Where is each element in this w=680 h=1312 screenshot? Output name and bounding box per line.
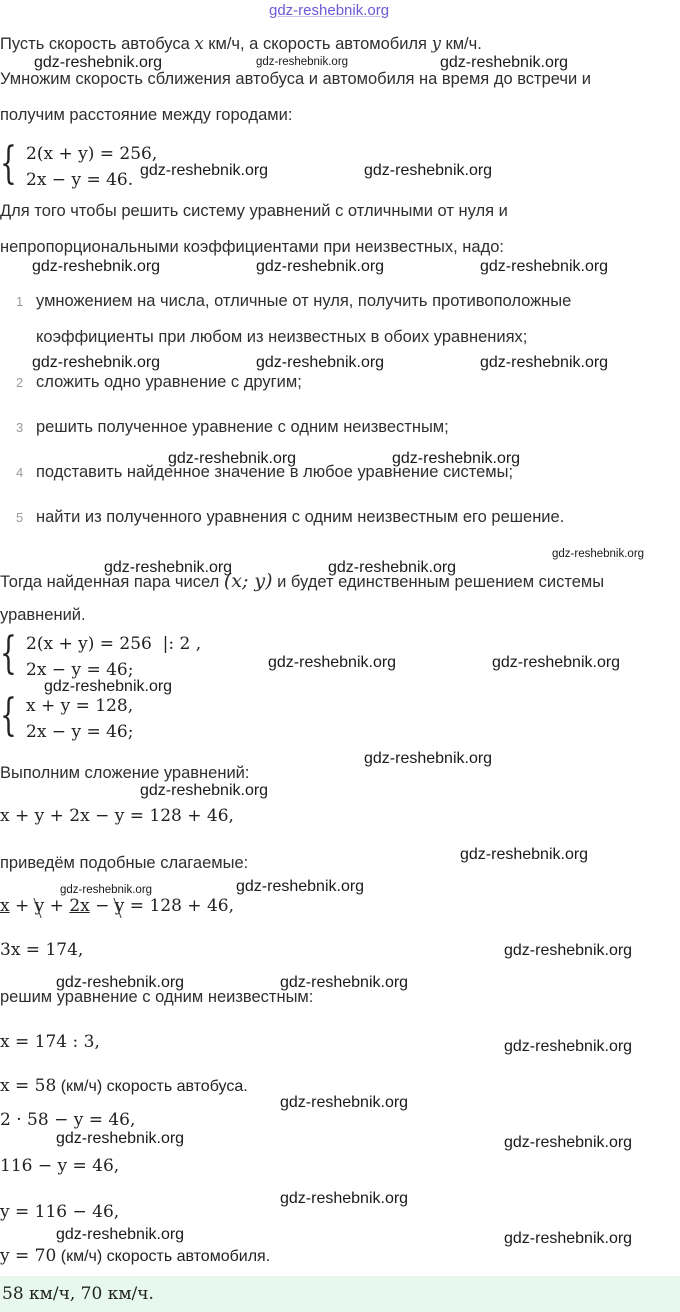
conclusion-line-2: уравнений. bbox=[0, 606, 86, 624]
watermark: gdz-reshebnik.org bbox=[504, 942, 633, 959]
watermark: gdz-reshebnik.org bbox=[504, 1038, 633, 1055]
watermark: gdz-reshebnik.org bbox=[140, 782, 269, 799]
watermark: gdz-reshebnik.org bbox=[256, 56, 349, 68]
watermark: gdz-reshebnik.org bbox=[460, 846, 589, 863]
watermark: gdz-reshebnik.org bbox=[280, 1094, 409, 1111]
watermark: gdz-reshebnik.org bbox=[280, 1190, 409, 1207]
operator: − bbox=[89, 896, 115, 916]
similar-text: приведём подобные слагаемые: bbox=[0, 854, 249, 872]
method-line-1: Для того чтобы решить систему уравнений с отличными от нуля и bbox=[0, 202, 508, 220]
watermark: gdz-reshebnik.org bbox=[256, 258, 385, 275]
step-1-line-2: коэффициенты при любом из неизвестных в обоих уравнениях; bbox=[36, 328, 528, 346]
site-header-link[interactable]: gdz-reshebnik.org bbox=[269, 2, 390, 19]
watermark: gdz-reshebnik.org bbox=[480, 354, 609, 371]
conclusion-line-1 bbox=[0, 570, 604, 592]
x-value: x = 58 bbox=[0, 1076, 57, 1096]
watermark: gdz-reshebnik.org bbox=[504, 1230, 633, 1247]
step-number: 3 bbox=[16, 420, 24, 435]
step-4: подставить найденное значение в любое уравнение системы; bbox=[36, 463, 514, 481]
watermark: gdz-reshebnik.org bbox=[104, 559, 233, 576]
sub-eq-2: 116 − y = 46, bbox=[0, 1156, 120, 1176]
term-x: x bbox=[0, 896, 10, 916]
var-x: x bbox=[194, 34, 204, 53]
watermark: gdz-reshebnik.org bbox=[56, 1226, 185, 1243]
watermark: gdz-reshebnik.org bbox=[168, 450, 297, 467]
y-unit-text: (км/ч) скорость автомобиля. bbox=[56, 1248, 271, 1265]
step-number: 1 bbox=[16, 294, 24, 309]
step-number: 2 bbox=[16, 375, 24, 390]
watermark: gdz-reshebnik.org bbox=[364, 162, 493, 179]
system1-eq2: 2x − y = 46. bbox=[26, 170, 134, 190]
watermark: gdz-reshebnik.org bbox=[480, 258, 609, 275]
solve-text: решим уравнение с одним неизвестным: bbox=[0, 988, 314, 1006]
watermark: gdz-reshebnik.org bbox=[364, 750, 493, 767]
system3-eq2: 2x − y = 46; bbox=[26, 722, 134, 742]
term-y-cancelled: y bbox=[114, 896, 125, 916]
watermark: gdz-reshebnik.org bbox=[32, 354, 161, 371]
watermark: gdz-reshebnik.org bbox=[34, 54, 163, 71]
watermark: gdz-reshebnik.org bbox=[32, 258, 161, 275]
eq-x-result bbox=[0, 1076, 248, 1096]
add-text: Выполним сложение уравнений: bbox=[0, 764, 250, 782]
answer-box: 58 км/ч, 70 км/ч. bbox=[0, 1276, 680, 1312]
sub-eq-1: 2 · 58 − y = 46, bbox=[0, 1110, 136, 1130]
term-2x: 2x bbox=[69, 896, 90, 916]
y-value: y = 70 bbox=[0, 1246, 57, 1266]
conclusion-text: Тогда найденная пара чисел bbox=[0, 573, 224, 591]
brace-icon: { bbox=[0, 138, 17, 189]
watermark: gdz-reshebnik.org bbox=[440, 54, 569, 71]
eq-y-result bbox=[0, 1246, 270, 1266]
watermark: gdz-reshebnik.org bbox=[492, 654, 621, 671]
var-y: y bbox=[431, 34, 441, 53]
intro-line-2: Умножим скорость сближения автобуса и автомобиля на время до встречи и bbox=[0, 70, 592, 88]
intro-line-3: получим расстояние между городами: bbox=[0, 106, 293, 124]
sub-eq-3: y = 116 − 46, bbox=[0, 1202, 120, 1222]
watermark: gdz-reshebnik.org bbox=[392, 450, 521, 467]
watermark: gdz-reshebnik.org bbox=[44, 678, 173, 695]
intro-line-1 bbox=[0, 34, 482, 54]
brace-icon: { bbox=[0, 628, 17, 679]
intro-text: км/ч, а скорость автомобиля bbox=[203, 35, 432, 53]
watermark: gdz-reshebnik.org bbox=[56, 1130, 185, 1147]
add-equation: x + y + 2x − y = 128 + 46, bbox=[0, 806, 234, 826]
operator: + bbox=[44, 896, 70, 916]
operator: + bbox=[9, 896, 35, 916]
system1-eq1: 2(x + y) = 256, bbox=[26, 144, 158, 164]
eq-division: x = 174 : 3, bbox=[0, 1032, 100, 1052]
brace-icon: { bbox=[0, 690, 17, 741]
watermark: gdz-reshebnik.org bbox=[140, 162, 269, 179]
pair-xy: (x; y) bbox=[223, 570, 273, 592]
watermark: gdz-reshebnik.org bbox=[60, 884, 153, 896]
system2-eq1-text: 2(x + y) = 256 bbox=[26, 634, 152, 654]
x-unit-text: (км/ч) скорость автобуса. bbox=[56, 1078, 248, 1095]
term-y-cancelled: y bbox=[34, 896, 45, 916]
step-number: 5 bbox=[16, 510, 24, 525]
intro-text: Пусть скорость автобуса bbox=[0, 35, 195, 53]
similar-equation bbox=[0, 896, 234, 916]
method-line-2: непропорциональными коэффициентами при неизвестных, надо: bbox=[0, 238, 504, 256]
system2-divisor: |: 2 , bbox=[162, 634, 202, 654]
watermark: gdz-reshebnik.org bbox=[56, 974, 185, 991]
intro-text: км/ч. bbox=[440, 35, 482, 53]
step-1-line-1: умножением на числа, отличные от нуля, получить противоположные bbox=[36, 292, 572, 310]
step-2: сложить одно уравнение с другим; bbox=[36, 373, 302, 391]
equation-rest: = 128 + 46, bbox=[124, 896, 234, 916]
watermark: gdz-reshebnik.org bbox=[504, 1134, 633, 1151]
watermark: gdz-reshebnik.org bbox=[236, 878, 365, 895]
watermark: gdz-reshebnik.org bbox=[268, 654, 397, 671]
watermark: gdz-reshebnik.org bbox=[256, 354, 385, 371]
step-5: найти из полученного уравнения с одним неизвестным его решение. bbox=[36, 508, 565, 526]
step-3: решить полученное уравнение с одним неизвестным; bbox=[36, 418, 449, 436]
watermark: gdz-reshebnik.org bbox=[552, 548, 645, 560]
eq-3x: 3x = 174, bbox=[0, 940, 84, 960]
conclusion-text: и будет единственным решением системы bbox=[272, 573, 605, 591]
system3-eq1: x + y = 128, bbox=[26, 696, 134, 716]
step-number: 4 bbox=[16, 465, 24, 480]
watermark: gdz-reshebnik.org bbox=[328, 559, 457, 576]
system2-eq2: 2x − y = 46; bbox=[26, 660, 134, 680]
system2-eq1 bbox=[26, 634, 201, 654]
watermark: gdz-reshebnik.org bbox=[280, 974, 409, 991]
